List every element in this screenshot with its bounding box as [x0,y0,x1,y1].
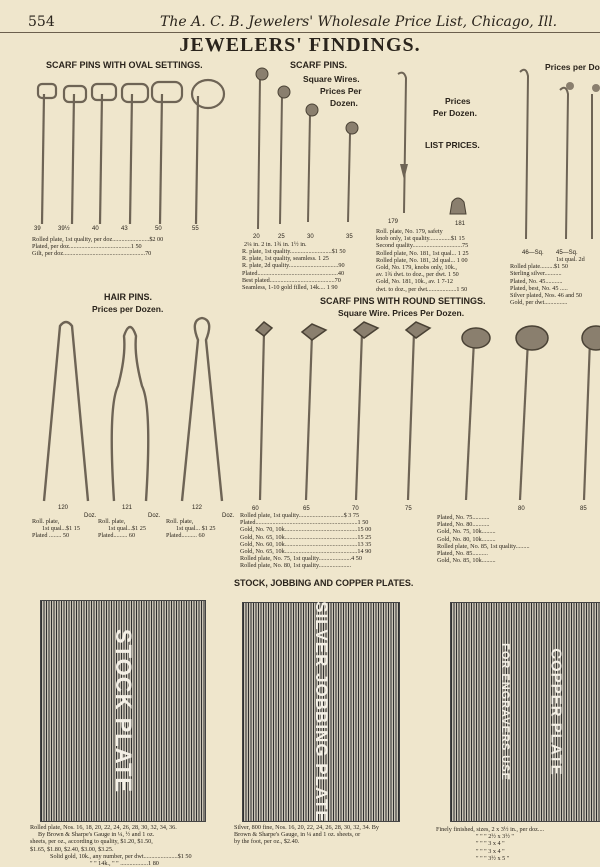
square-sizes: 2¼ in. 2 in. 1¾ in. 1½ in. [244,241,307,248]
hair-doz-3: Doz. [222,513,235,519]
round-num-5: 80 [518,506,525,512]
oval-num-6: 55 [192,226,199,232]
square-num-2: 25 [278,234,285,240]
round-num-1: 60 [252,506,259,512]
oval-num-5: 50 [155,226,162,232]
oval-num-2: 39½ [58,226,70,232]
round-prices-left: Rolled plate, 1st quality.............................$ 3 75 Plated..................................................................1 50 Gold, No. 70, 10k...............................................15 00 Gold, No. 65, 10k...............................................15 25 Gold, No. 60, 10k...............................................13 35 Gold, No. 65, 10k...............................................14 90 Rolled plate, No. 75, 1st quality.....................4 50 Rolled plate, No. 80, 1st quality..................... [240,512,372,570]
hair-pin-illustration [30,316,240,506]
right-heading: Prices per Do [545,62,600,72]
right-pin-illustration [508,64,600,244]
square-sub2: Prices Per [320,86,362,96]
list-num-2: 181 [455,221,466,227]
right-num-1: 46—Sq. [522,250,544,256]
list-prices-label: LIST PRICES. [425,140,480,150]
round-heading: SCARF PINS WITH ROUND SETTINGS. [320,296,486,306]
round-sub: Square Wire. Prices Per Dozen. [338,308,465,318]
square-sub1: Square Wires. [303,74,360,84]
running-head: The A. C. B. Jewelers' Wholesale Price List, Chicago, Ill. [160,14,558,30]
hair-doz-2: Doz. [148,513,161,519]
stock-plate-text: Rolled plate, Nos. 16, 18, 20, 22, 24, 26, 28, 30, 32, 34, 36. By Brown & Sharpe's Gauge in ¼, ½ and 1 oz. sheets, per oz., according to quality, $1.20, $1.50, $1.65, $1.80, $2.40, $3.00, $3.25. Solid gold, 10k., any number, per dwt......................$1 50 " " 14k., " " ..................1 80 [30,824,192,867]
round-num-3: 70 [352,506,359,512]
round-num-6: 85 [580,506,587,512]
engravers-label: FOR ENGRAVERS USE [499,643,511,781]
hair-num-1: 120 [58,505,69,511]
square-num-1: 20 [253,234,260,240]
right-num-2: 45—Sq. [556,250,578,256]
square-num-4: 35 [346,234,353,240]
safety-pin-illustration [384,68,474,228]
hair-sub: Prices per Dozen. [92,304,164,314]
copper-plate-text: Finely finished, sizes, 2 x 3½ in., per doz.... " " " 2½ x 3½ " " " " 3 x 4 " " " " 3 x 4 " " " " 3½ x 5 " [436,826,545,862]
oval-num-3: 40 [92,226,99,232]
list-sub1: Prices [445,96,471,106]
round-pin-illustration [250,320,600,500]
square-pin-illustration [246,64,376,234]
hair-heading: HAIR PINS. [104,292,153,302]
oval-heading: SCARF PINS WITH OVAL SETTINGS. [46,60,203,70]
silver-plate-text: Silver, 800 fine, Nos. 16, 20, 22, 24, 26, 28, 30, 32, 34. By Brown & Sharpe's Gauge, in ¼ and 1 oz. sheets, or by the foot, per oz., $2.40. [234,824,379,846]
right-prices: 1st qual. 2d Rolled plate.........$1 50 Sterling silver........... Plated, No. 45........... Plated, best, No. 45 ..... Silver plated, Nos. 46 and 50 Gold, per dwt............... [510,256,585,307]
hair-doz-1: Doz. [84,513,97,519]
hair-prices-3: Roll. plate, 1st qual... $1 25 Plated.......... 60 [166,518,216,540]
round-prices-right: Plated, No. 75........... Plated, No. 80........... Gold, No. 75, 10k......... Gold, No. 80, 10k......... Rolled plate, No. 85, 1st quality......... Plated, No. 85.......... Gold, No. 85, 10k......... [437,514,530,565]
silver-jobbing-plate-image [242,602,400,822]
oval-pin-illustration [30,74,240,234]
hair-num-2: 121 [122,505,133,511]
hair-prices-1: Roll. plate, 1st qual...$1 15 Plated ........ 50 [32,518,80,540]
hair-prices-2: Roll. plate, 1st qual...$1 25 Plated......... 60 [98,518,146,540]
plates-heading: STOCK, JOBBING AND COPPER PLATES. [234,578,414,588]
copper-plate-label: COPPER PLATE [547,648,565,776]
stock-plate-label: STOCK PLATE [111,628,136,794]
page-title: JEWELERS' FINDINGS. [179,34,421,56]
list-prices: Roll. plate, No. 179, safety knob only, 1st quality..............$1 15 Second quality................................75 Rolled plate, No. 181, 1st qual... 1 25 Rolled plate, No. 181, 2d qual... 1 00 Gold, No. 179, knobs only, 10k., av. 1¾ dwt. to doz., per dwt. 1 50 Gold, No. 181, 10k., av. 1 7-12 dwt. to doz., per dwt...................1 50 [376,228,469,293]
round-num-4: 75 [405,506,412,512]
page-number: 554 [28,14,55,30]
round-num-2: 65 [303,506,310,512]
copper-plate-image [450,602,600,822]
list-sub2: Per Dozen. [433,108,477,118]
square-sub3: Dozen. [330,98,358,108]
oval-prices: Rolled plate, 1st quality, per doz........................$2 00 Plated, per doz........................................1 50 Gilt, per doz.....................................................70 [32,236,164,258]
hair-num-3: 122 [192,505,203,511]
silver-plate-label: SILVER JOBBING PLATE [312,601,331,823]
square-prices: R. plate, 1st quality...........................$1 50 R. plate, 1st quality, seamless. 1 25 R. plate, 2d quality................................90 Plated....................................................40 Best plated..........................................70 Seamless, 1-10 gold filled, 14k.... 1 90 [242,248,346,292]
square-heading: SCARF PINS. [290,60,348,70]
oval-num-4: 43 [121,226,128,232]
square-num-3: 30 [307,234,314,240]
list-num-1: 179 [388,219,399,225]
oval-num-1: 39 [34,226,41,232]
running-header [0,12,600,33]
stock-plate-image [40,600,206,822]
